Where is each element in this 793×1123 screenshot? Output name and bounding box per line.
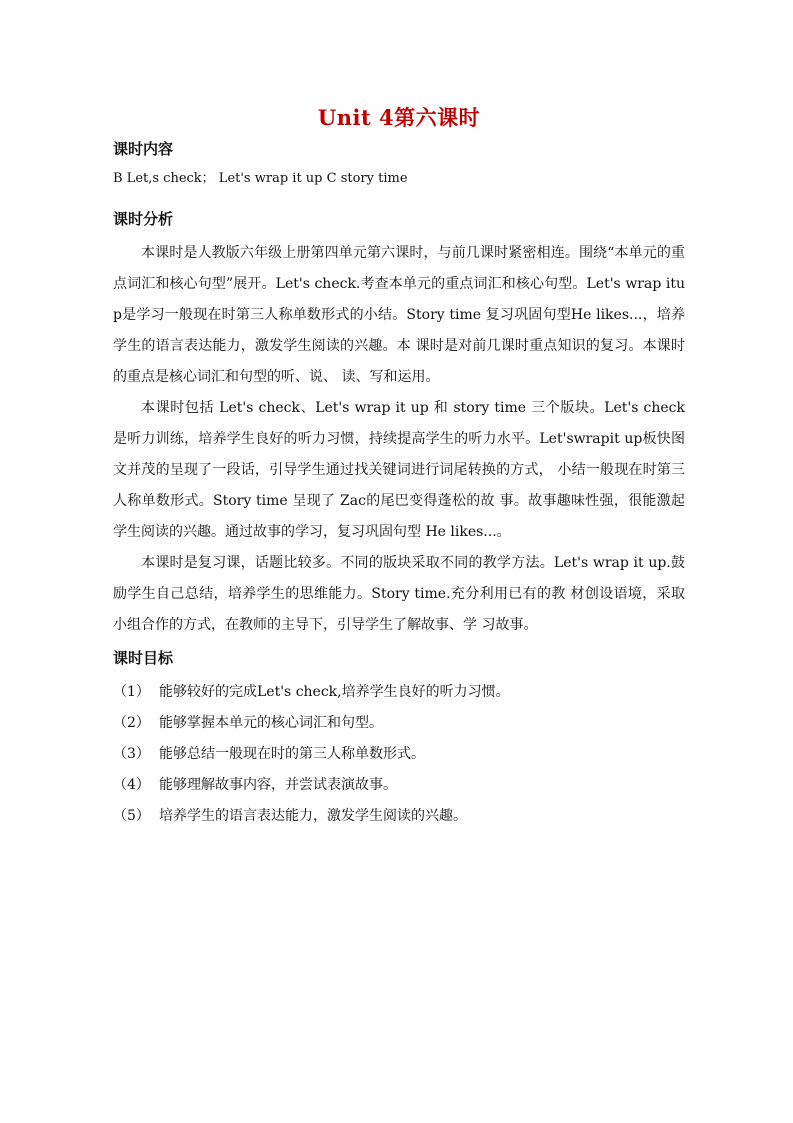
goal-item [113, 677, 685, 708]
content-heading: 课时内容 [113, 140, 174, 158]
goal-number: （3） [113, 746, 150, 762]
goal-text: 能够较好的完成Let's check,培养学生良好的听力习惯。 [159, 684, 510, 700]
goal-number: （2） [113, 715, 150, 731]
document-page [113, 100, 685, 832]
goal-item [113, 739, 685, 770]
goals-heading: 课时目标 [113, 649, 174, 667]
analysis-paragraph-2: 本课时包括 Let's check、Let's wrap it up 和 story time 三个版块。Let's check 是听力训练，培养学生良好的听力习惯，持续提高学生的听力水平。Let'swrapit up板快图文并茂的呈现了一段话，引导学生通过找关键词进行词尾转换的方式， 小结一般现在时第三人称单数形式。Story time 呈现了 Zac的尾巴变得蓬松的故 事。故事趣味性强，很能激起学生阅读的兴趣。通过故事的学习，复习巩固句型 He likes...。 [113, 400, 685, 540]
goal-number: （4） [113, 777, 150, 793]
goal-number: （1） [113, 684, 150, 700]
goal-text: 能够理解故事内容，并尝试表演故事。 [159, 777, 397, 793]
analysis-paragraph-1: 本课时是人教版六年级上册第四单元第六课时，与前几课时紧密相连。围绕“本单元的重点词汇和核心句型”展开。Let's check.考查本单元的重点词汇和核心句型。Let's wrap itup是学习一般现在时第三人称单数形式的小结。Story time 复习巩固句型He likes...，培养学生的语言表达能力，激发学生阅读的兴趣。本 课时是对前几课时重点知识的复习。本课时的重点是核心词汇和句型的听、说、 读、写和运用。 [113, 245, 685, 385]
goal-item [113, 708, 685, 739]
goals-list [113, 677, 685, 832]
goal-item [113, 801, 685, 832]
goal-text: 培养学生的语言表达能力，激发学生阅读的兴趣。 [159, 808, 467, 824]
goal-text: 能够掌握本单元的核心词汇和句型。 [159, 715, 383, 731]
goal-item [113, 770, 685, 801]
analysis-heading: 课时分析 [113, 210, 174, 228]
content-text: B Let,s check； Let's wrap it up C story time [113, 171, 408, 186]
analysis-paragraph-3: 本课时是复习课，话题比较多。不同的版块采取不同的教学方法。Let's wrap it up.鼓励学生自己总结，培养学生的思维能力。Story time.充分利用已有的教 材创设语境，采取小组合作的方式，在教师的主导下，引导学生了解故事、学 习故事。 [113, 555, 685, 633]
goal-text: 能够总结一般现在时的第三人称单数形式。 [159, 746, 425, 762]
page-title: Unit 4第六课时 [317, 105, 481, 130]
goal-number: （5） [113, 808, 150, 824]
